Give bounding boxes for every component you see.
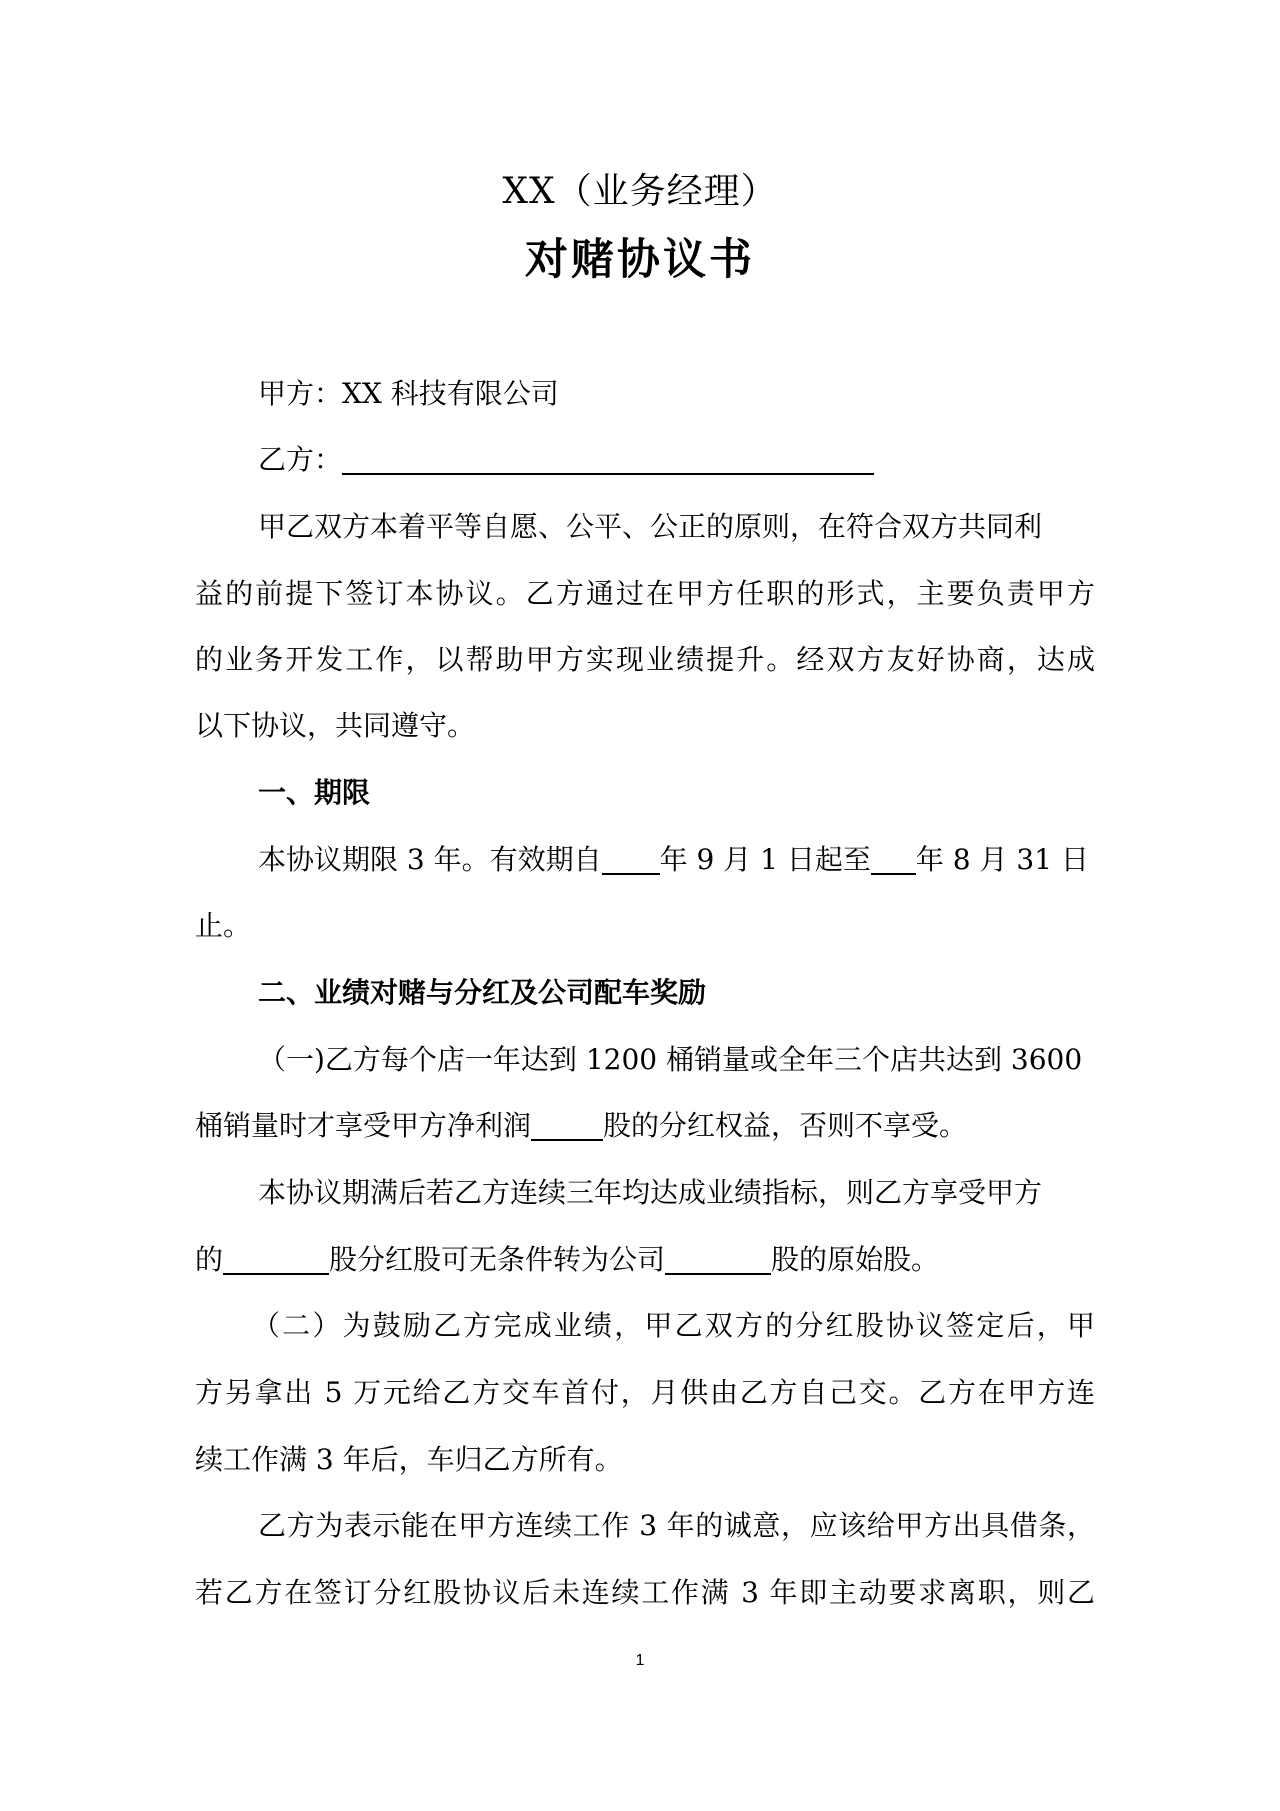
section2-p3-line1: （二）为鼓励乙方完成业绩，甲乙双方的分红股协议签定后，甲 (252, 1309, 1095, 1342)
intro-line-1: 甲乙双方本着平等自愿、公平、公正的原则，在符合双方共同利 (258, 510, 1043, 543)
term-text-a: 本协议期限 3 年。有效期自 (258, 843, 602, 876)
section2-p1-line1: （一)乙方每个店一年达到 1200 桶销量或全年三个店共达到 3600 (258, 1043, 1083, 1076)
section2-p4-line2: 若乙方在签订分红股协议后未连续工作满 3 年即主动要求离职，则乙 (195, 1576, 1095, 1609)
section2-p2-line1: 本协议期满后若乙方连续三年均达成业绩指标，则乙方享受甲方 (258, 1176, 1043, 1209)
party-a: 甲方：XX 科技有限公司 (258, 377, 559, 410)
page-number: 1 (635, 1652, 645, 1669)
intro-line-3: 的业务开发工作，以帮助甲方实现业绩提升。经双方友好协商，达成 (195, 643, 1095, 676)
document-title-line1: XX（业务经理） (502, 171, 778, 212)
party-b-label: 乙方： (258, 443, 343, 476)
dividend-shares-blank (531, 1109, 603, 1141)
section2-p1-line2 (195, 1106, 967, 1146)
dividend-shares-blank-2 (223, 1243, 329, 1275)
party-b (258, 440, 874, 480)
section2-p3-line2: 方另拿出 5 万元给乙方交车首付，月供由乙方自己交。乙方在甲方连 (195, 1376, 1095, 1409)
conversion-text-b: 股分红股可无条件转为公司 (329, 1243, 666, 1276)
end-year-blank (871, 843, 916, 875)
original-shares-blank (665, 1243, 771, 1275)
term-text-c: 年 8 月 31 日 (915, 843, 1089, 876)
section1-heading: 一、期限 (258, 776, 371, 809)
conversion-text-c: 股的原始股。 (771, 1243, 940, 1276)
intro-line-4: 以下协议，共同遵守。 (195, 709, 476, 742)
start-year-blank (602, 843, 660, 875)
section2-heading: 二、业绩对赌与分红及公司配车奖励 (258, 976, 707, 1009)
term-text-b: 年 9 月 1 日起至 (659, 843, 871, 876)
dividend-text-a: 桶销量时才享受甲方净利润 (195, 1109, 532, 1142)
section2-p4-line1: 乙方为表示能在甲方连续工作 3 年的诚意，应该给甲方出具借条， (258, 1509, 1095, 1542)
party-b-blank (342, 443, 874, 475)
section2-p3-line3: 续工作满 3 年后，车归乙方所有。 (195, 1443, 623, 1476)
document-title-line2: 对赌协议书 (525, 235, 755, 285)
dividend-text-b: 股的分红权益，否则不享受。 (603, 1109, 968, 1142)
section1-paragraph-line1 (258, 840, 1089, 880)
section2-p2-line2 (195, 1240, 939, 1280)
conversion-text-a: 的 (195, 1243, 224, 1276)
section1-paragraph-line2: 止。 (195, 909, 252, 942)
intro-line-2: 益的前提下签订本协议。乙方通过在甲方任职的形式，主要负责甲方 (195, 577, 1095, 610)
